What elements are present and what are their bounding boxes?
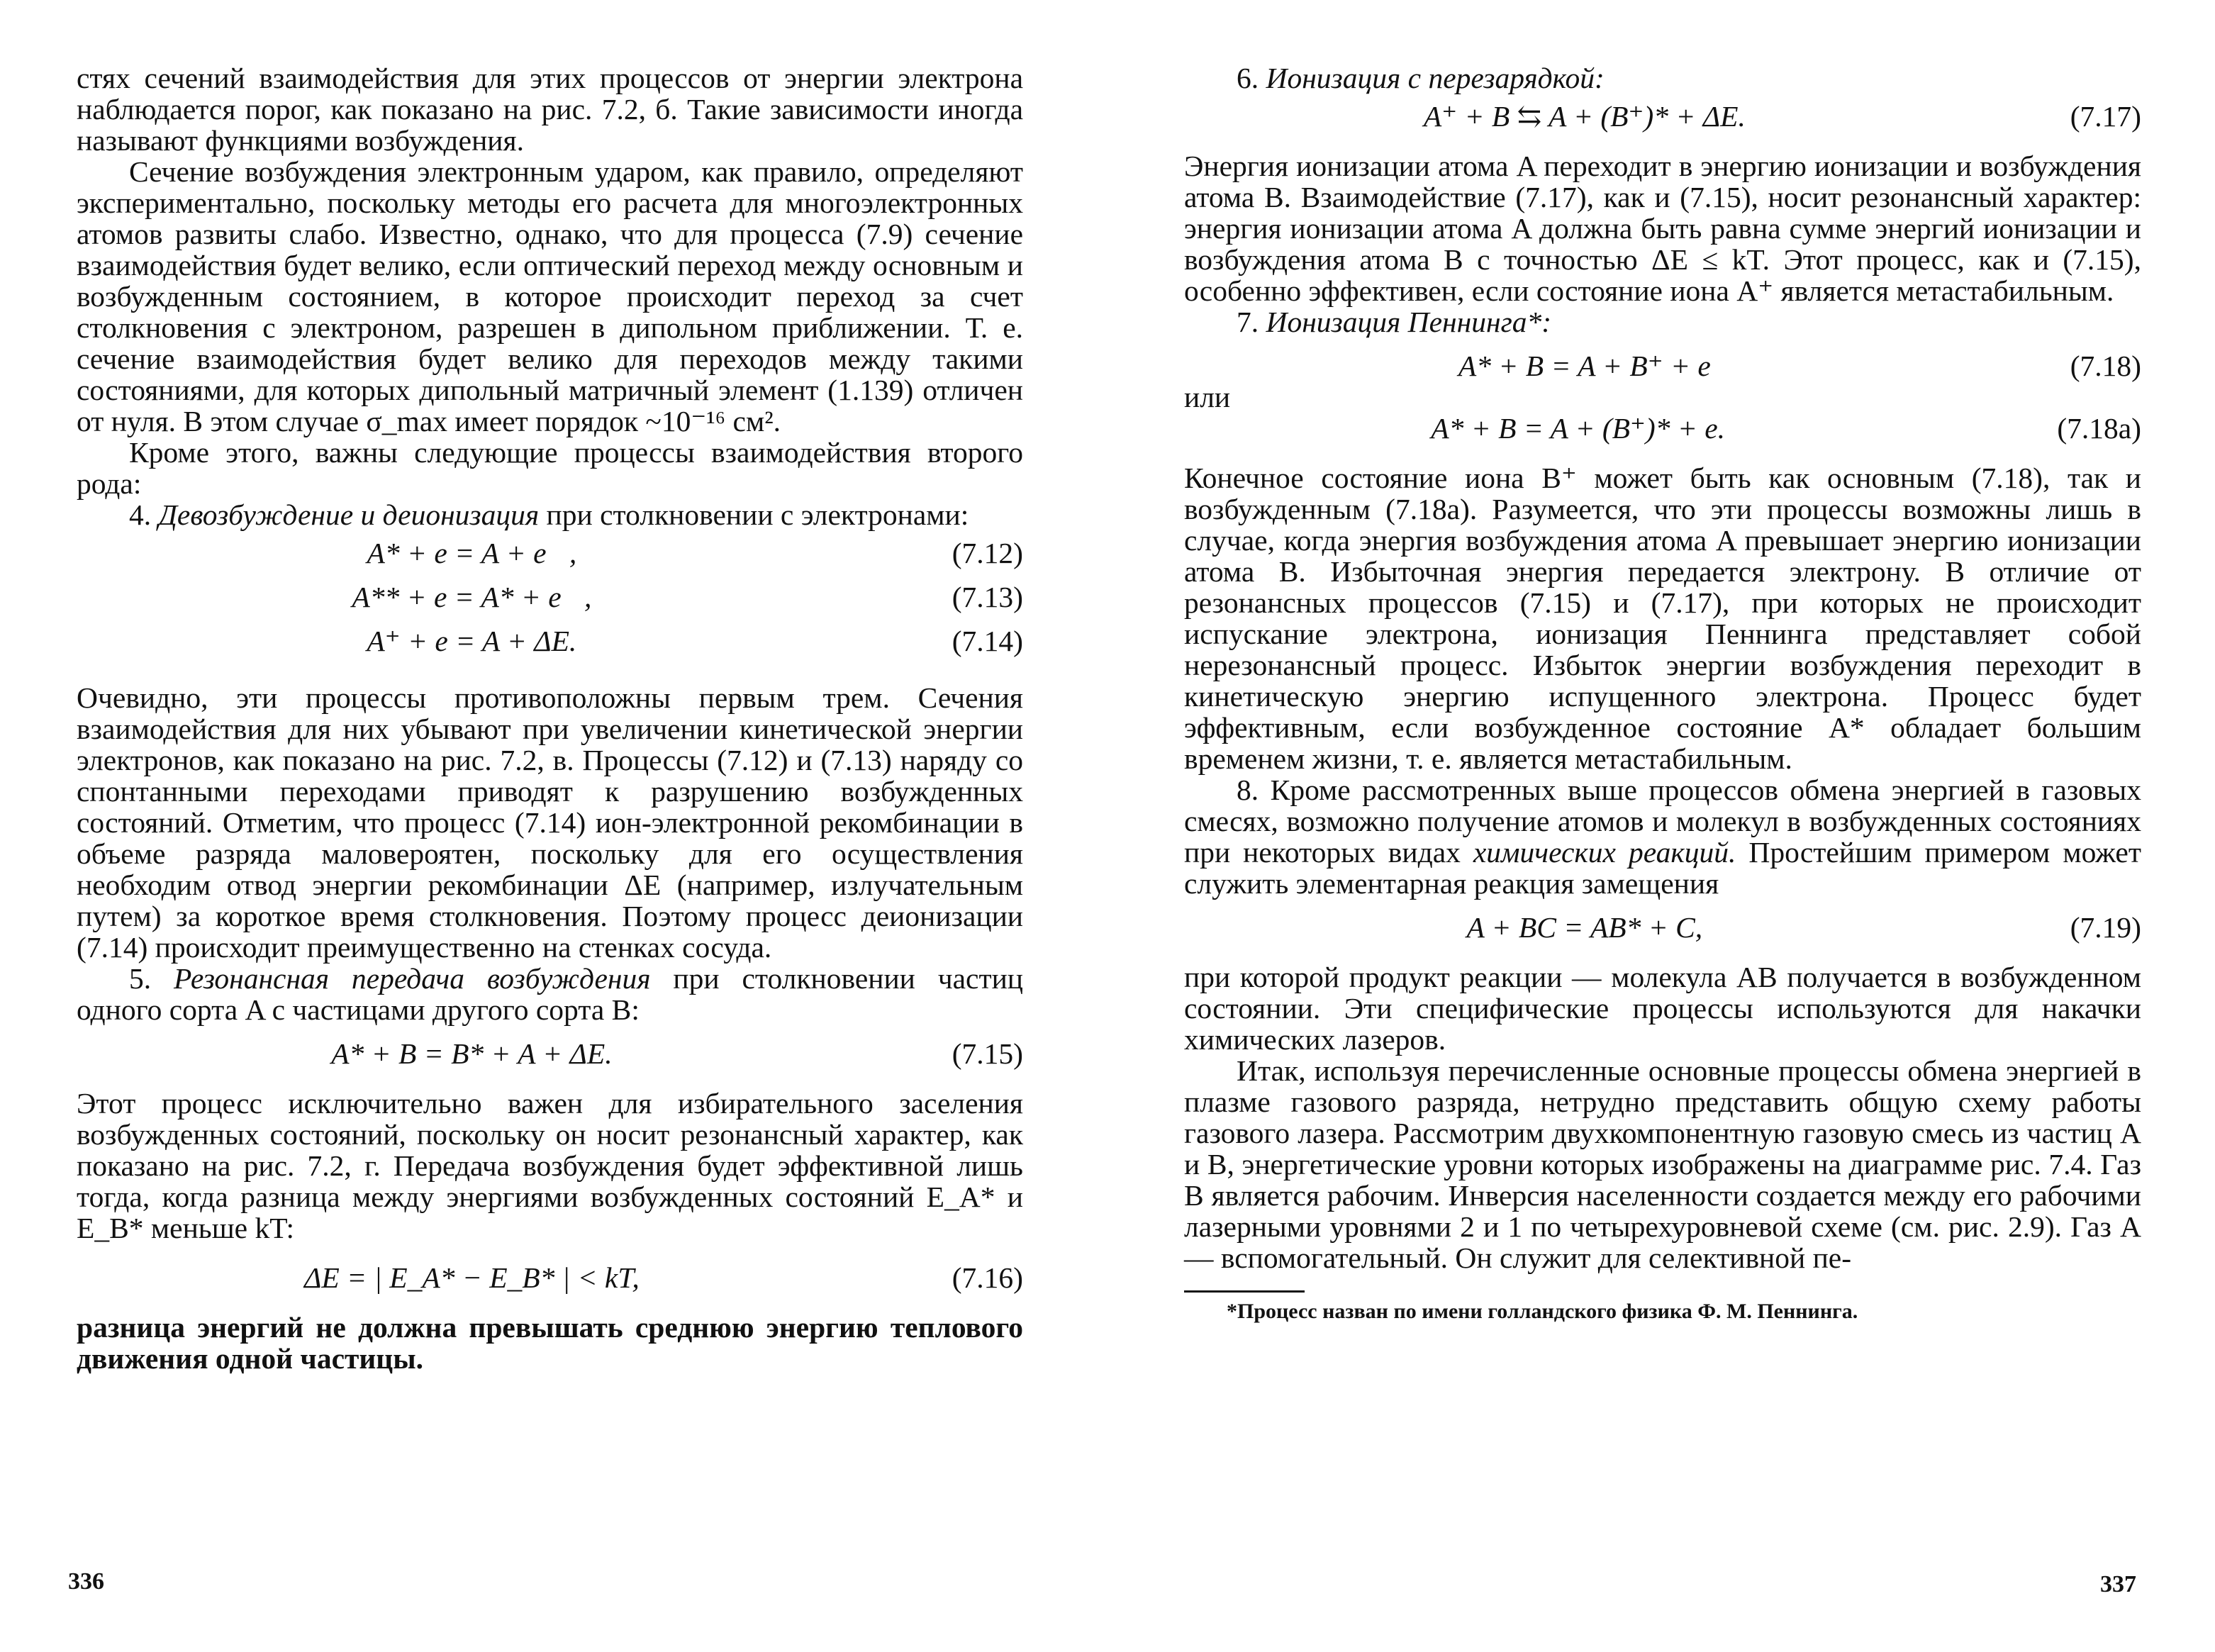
equation-number: (7.18a) xyxy=(2057,412,2141,445)
left-page xyxy=(77,62,1023,1374)
equation-formula: A* + e = A + e⃗, xyxy=(367,537,577,569)
paragraph: Энергия ионизации атома A переходит в энергию ионизации и возбуждения атома B. Взаимодействие (7.17), как и (7.15), носит резонансный характер: энергия ионизации атома A должна быть равна сумме энергий ионизации и возбуждения атома B с точностью ΔE ≤ kT. Этот процесс, как и (7.15), особенно эффективен, если состояние иона A⁺ является метастабильным. xyxy=(1184,150,2141,307)
paragraph: Этот процесс исключительно важен для избирательного заселения возбужденных состояний, поскольку он носит резонансный характер, как показано на рис. 7.2, г. Передача возбуждения будет эффективной лишь тогда, когда разница между энергиями возбужденных состояний E_A* и E_B* меньше kT: xyxy=(77,1087,1023,1244)
equation-formula: A** + e = A* + e⃗, xyxy=(352,581,592,613)
paragraph: Конечное состояние иона B⁺ может быть как основным (7.18), так и возбужденным (7.18а). Разумеется, что эти процессы возможны лишь в случае, когда энергия возбуждения атома A превышает энергию ионизации атома B. Избыточная энергия передается электрону. В отличие от резонансных процессов (7.15) и (7.17), при которых не происходит испускание электрона, ионизация Пеннинга представляет собой нерезонансный процесс. Избыток энергии возбуждения переходит в кинетическую энергию испущенного электрона. Процесс будет эффективным, если возбужденное состояние A* обладает большим временем жизни, т. е. является метастабильным. xyxy=(1184,462,2141,775)
equation-7-17 xyxy=(1184,101,2141,132)
equation-number: (7.18) xyxy=(2070,350,2141,382)
equation-7-18 xyxy=(1184,350,2141,381)
item-title: Ионизация Пеннинга*: xyxy=(1266,306,1552,338)
equation-7-13 xyxy=(77,581,1023,613)
equation-7-14 xyxy=(77,625,1023,657)
paragraph: Сечение возбуждения электронным ударом, как правило, определяют экспериментально, поскольку методы его расчета для многоэлектронных атомов развиты слабо. Известно, однако, что для процесса (7.9) сечение взаимодействия будет велико, если оптический переход между основным и возбужденным состоянием, в которое происходит переход за счет столкновения с электроном, разрешен в дипольном приближении. Т. е. сечение взаимодействия будет велико для переходов между такими состояниями, для которых дипольный матричный элемент (1.139) отличен от нуля. В этом случае σ_max имеет порядок ~10⁻¹⁶ см². xyxy=(77,155,1023,437)
equation-7-15 xyxy=(77,1038,1023,1069)
equation-formula: A* + B = B* + A + ΔE. xyxy=(331,1037,613,1070)
paragraph: разница энергий не должна превышать среднюю энергию теплового движения одной частицы. xyxy=(77,1311,1023,1375)
equation-formula: A⁺ + e = A + ΔE. xyxy=(367,625,577,657)
equation-formula: A* + B = A + (B⁺)* + e. xyxy=(1431,412,1726,445)
connector-word: или xyxy=(1184,381,1231,413)
equation-formula: A + BC = AB* + C, xyxy=(1466,911,1703,944)
item-number: 6. xyxy=(1237,62,1259,94)
right-page xyxy=(1184,62,2141,1324)
list-item-5 xyxy=(77,963,1023,1025)
page-number-left: 336 xyxy=(68,1568,104,1595)
equation-7-18a xyxy=(1184,413,2141,444)
list-item-6 xyxy=(1184,62,2141,94)
list-item-7 xyxy=(1184,306,2141,337)
item-number: 7. xyxy=(1237,306,1259,338)
equation-formula: ΔE = | E_A* − E_B* | < kT, xyxy=(304,1261,640,1294)
equation-number: (7.12) xyxy=(952,537,1023,569)
list-item-4 xyxy=(77,499,1023,530)
equation-number: (7.15) xyxy=(952,1037,1023,1070)
footnote-rule xyxy=(1184,1290,1305,1293)
item-number: 4. xyxy=(129,498,152,531)
paragraph: стях сечений взаимодействия для этих процессов от энергии электрона наблюдается порог, как показано на рис. 7.2, б. Такие зависимости иногда называют функциями возбуждения. xyxy=(77,62,1023,157)
paragraph: Очевидно, эти процессы противоположны первым трем. Сечения взаимодействия для них убывают при увеличении кинетической энергии электронов, как показано на рис. 7.2, в. Процессы (7.12) и (7.13) наряду со спонтанными переходами приводят к разрушению возбужденных состояний. Отметим, что процесс (7.14) ион-электронной рекомбинации в объеме разряда маловероятен, поскольку для его осуществления необходим отвод энергии рекомбинации ΔE (например, излучательным путем) за короткое время столкновения. Поэтому процесс деионизации (7.14) происходит преимущественно на стенках сосуда. xyxy=(77,681,1023,964)
paragraph: при которой продукт реакции — молекула AB получается в возбужденном состоянии. Эти специфические процессы используются для накачки химических лазеров. xyxy=(1184,961,2141,1056)
equation-7-19 xyxy=(1184,912,2141,943)
equation-number: (7.13) xyxy=(952,581,1023,613)
page-number-right: 337 xyxy=(2100,1571,2136,1597)
item-text: при столкновении с электронами: xyxy=(539,498,969,531)
equation-7-16 xyxy=(77,1262,1023,1293)
footnote: *Процесс назван по имени голландского физика Ф. М. Пеннинга. xyxy=(1227,1300,1858,1323)
equation-number: (7.17) xyxy=(2070,100,2141,133)
item-number: 5. xyxy=(129,962,152,995)
text-run: Простейшим примером может служить элементарная реакция замещения xyxy=(1184,836,2141,900)
equation-7-12 xyxy=(77,537,1023,569)
item-title: Ионизация с перезарядкой: xyxy=(1266,62,1605,94)
equation-number: (7.14) xyxy=(952,625,1023,657)
equation-number: (7.19) xyxy=(2070,911,2141,944)
paragraph: Итак, используя перечисленные основные процессы обмена энергией в плазме газового разряда, нетрудно представить общую схему работы газового лазера. Рассмотрим двухкомпонентную газовую смесь из частиц A и B, энергетические уровни которых изображены на диаграмме рис. 7.4. Газ B является рабочим. Инверсия населенности создается между его рабочими лазерными уровнями 2 и 1 по четырехуровневой схеме (см. рис. 2.9). Газ A — вспомогательный. Он служит для селективной пе- xyxy=(1184,1054,2141,1274)
item-title: Резонансная передача возбуждения xyxy=(173,962,651,995)
paragraph xyxy=(1184,774,2141,899)
equation-number: (7.16) xyxy=(952,1261,1023,1294)
equation-formula: A⁺ + B ⇆ A + (B⁺)* + ΔE. xyxy=(1423,100,1746,133)
item-title: Девозбуждение и деионизация xyxy=(158,498,540,531)
text-run: 8. Кроме рассмотренных выше процессов обмена энергией в газовых смесях, возможно получение атомов и молекул в возбужденных состояниях при некоторых видах xyxy=(1184,774,2141,869)
text-run-italic: химических реакций. xyxy=(1473,836,1736,869)
paragraph: Кроме этого, важны следующие процессы взаимодействия второго рода: xyxy=(77,436,1023,500)
item-text: при столкновении частиц одного сорта A с частицами другого сорта B: xyxy=(77,962,1023,1026)
equation-formula: A* + B = A + B⁺ + e xyxy=(1458,350,1711,382)
